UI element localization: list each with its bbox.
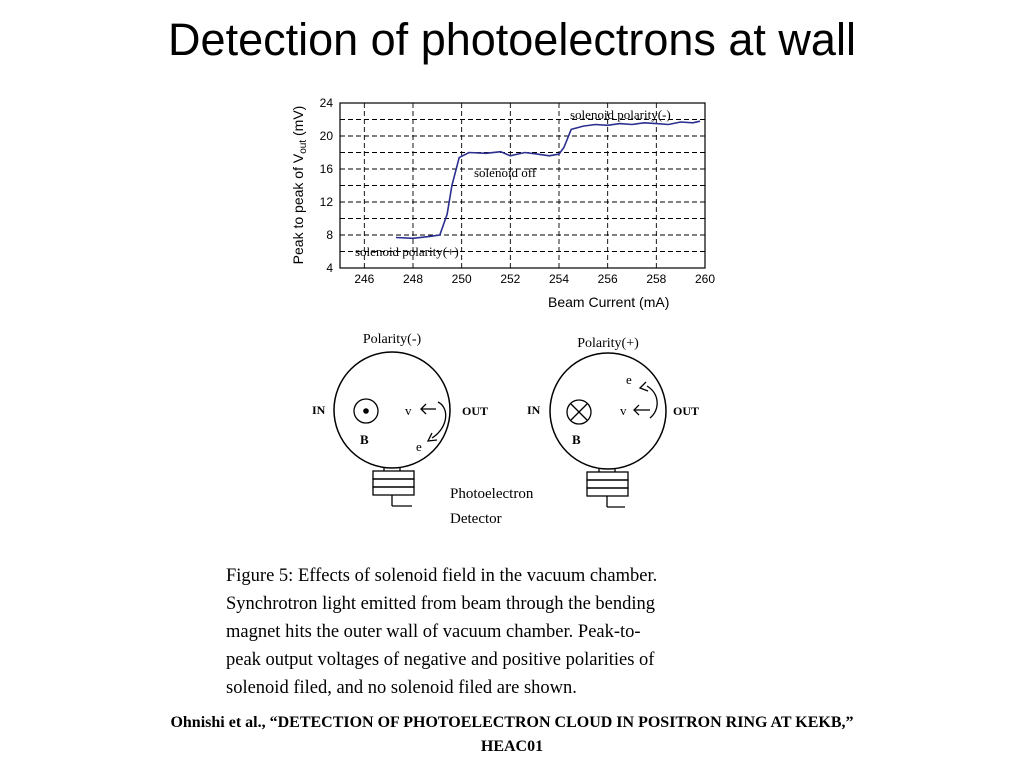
e-label: e (626, 372, 632, 387)
annotation-polarity-minus: solenoid polarity(-) (570, 107, 671, 122)
e-label: e (416, 439, 422, 454)
y-axis-label: Peak to peak of $V_{out}$ (mV) (290, 105, 309, 265)
beam-current-chart (290, 96, 715, 310)
x-tick-label: 258 (646, 272, 667, 286)
series-line (396, 121, 700, 238)
polarity-label-positive: Polarity(+) (577, 336, 639, 351)
photoelectron-detector-positive (587, 469, 628, 507)
annotation-solenoid-off: solenoid off (474, 165, 537, 180)
x-tick-labels (354, 272, 715, 286)
y-tick-label: 12 (319, 195, 333, 209)
slide-title: Detection of photoelectrons at wall (168, 14, 856, 65)
out-label: OUT (673, 404, 700, 418)
caption-line: magnet hits the outer wall of vacuum chamber. Peak-to- (226, 622, 641, 642)
x-axis-label: Beam Current (mA) (548, 294, 670, 310)
y-tick-label: 4 (326, 261, 333, 275)
photoelectron-detector-negative (373, 467, 414, 506)
caption-line: solenoid filed, and no solenoid filed are shown. (226, 678, 577, 698)
citation-line1: Ohnishi et al., “DETECTION OF PHOTOELECTRON CLOUD IN POSITRON RING AT KEKB,” (170, 714, 854, 731)
x-tick-label: 260 (694, 272, 716, 286)
out-label: OUT (462, 404, 489, 418)
x-tick-label: 252 (500, 272, 521, 286)
v-label: v (620, 403, 627, 418)
v-label: v (405, 403, 412, 418)
x-tick-label: 256 (597, 272, 618, 286)
x-tick-label: 248 (402, 272, 424, 286)
detector-label-line1: Photoelectron (450, 486, 534, 502)
citation-line2: HEAC01 (480, 738, 544, 755)
electron-path-arrow (432, 402, 446, 438)
caption-line: Synchrotron light emitted from beam through the bending (226, 594, 656, 614)
y-tick-label: 16 (319, 162, 333, 176)
b-label: B (360, 432, 369, 447)
y-tick-label: 8 (326, 228, 333, 242)
chamber-diagram-negative (312, 332, 488, 506)
caption-line: Figure 5: Effects of solenoid field in the vacuum chamber. (226, 566, 658, 586)
x-tick-label: 250 (451, 272, 472, 286)
electron-path-arrow (647, 386, 657, 418)
y-tick-label: 24 (319, 96, 333, 110)
chamber-diagram-positive (527, 336, 699, 507)
detector-label-line2: Detector (450, 511, 502, 527)
figure-caption (226, 562, 786, 702)
b-field-dot (363, 408, 369, 414)
citation (0, 711, 1024, 759)
caption-line: peak output voltages of negative and positive polarities of (226, 650, 655, 670)
x-tick-label: 254 (548, 272, 570, 286)
y-tick-labels (320, 96, 334, 275)
in-label: IN (527, 403, 541, 417)
y-tick-label: 20 (319, 129, 333, 143)
polarity-label-negative: Polarity(-) (362, 332, 422, 347)
b-label: B (572, 432, 581, 447)
in-label: IN (312, 403, 326, 417)
x-tick-label: 246 (354, 272, 375, 286)
annotation-polarity-plus: solenoid polarity(+) (355, 244, 459, 259)
vacuum-chamber-circle (334, 352, 450, 468)
